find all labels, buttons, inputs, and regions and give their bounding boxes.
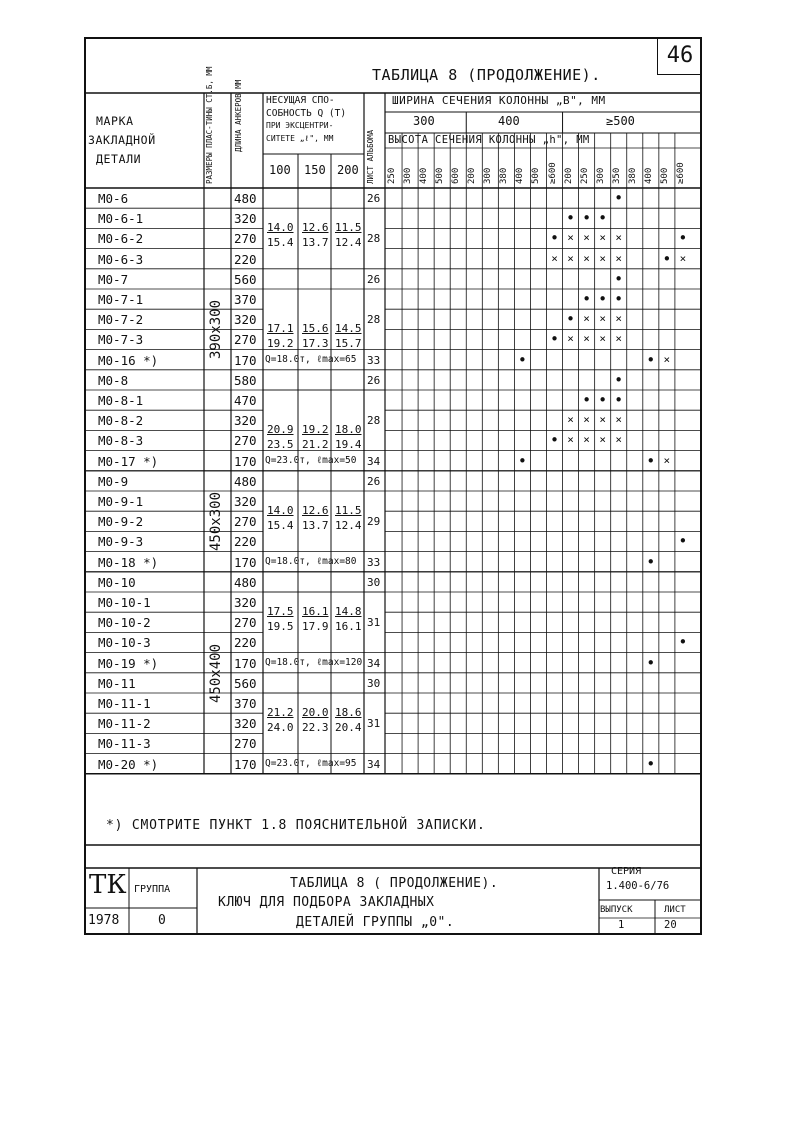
mark-dot: • (566, 310, 576, 329)
capacity-value: 15.6 (302, 322, 329, 336)
capacity-value-alt: 15.4 (267, 519, 294, 533)
stamp-group-label: ГРУППА (134, 884, 171, 895)
capacity-value: 21.2 (267, 706, 294, 720)
row-album-sheet: 28 (367, 414, 381, 428)
mark-cross: × (599, 332, 606, 346)
row-album-sheet: 26 (367, 192, 381, 205)
capacity-value-alt: 13.7 (302, 236, 329, 250)
mark-cross: × (599, 312, 606, 326)
mark-cross: × (599, 433, 606, 447)
capacity-value-alt: 13.7 (302, 519, 329, 533)
mark-header: ДЕТАЛИ (96, 152, 142, 166)
stamp-sheet-label: ЛИСТ (664, 905, 686, 915)
mark-cross: × (663, 352, 671, 366)
height-header: 500 (435, 167, 446, 184)
ecc-header: 200 (337, 163, 359, 177)
height-header: 400 (515, 167, 526, 184)
mark-dot: • (582, 290, 592, 308)
row-anchor: 270 (234, 231, 257, 247)
row-anchor: 370 (234, 696, 257, 711)
capacity-value: 19.2 (302, 423, 329, 437)
capacity-value: 12.6 (302, 504, 329, 518)
height-header: 300 (483, 167, 494, 184)
capacity-header: СОБНОСТЬ Q (Т) (266, 108, 347, 119)
row-anchor: 220 (234, 251, 257, 267)
mark-dot: • (582, 391, 592, 409)
row-anchor: 170 (234, 352, 257, 368)
row-anchor: 270 (234, 615, 257, 631)
height-header: 350 (611, 167, 622, 184)
row-mark: М0-10-2 (98, 615, 151, 631)
row-mark: М0-10-3 (98, 635, 151, 651)
row-mark: М0-6-3 (98, 251, 144, 267)
stamp-group-value: 0 (158, 913, 166, 928)
row-anchor: 320 (234, 211, 257, 227)
capacity-value: 17.1 (267, 322, 294, 336)
row-anchor: 270 (234, 433, 257, 449)
height-header: 300 (403, 167, 414, 184)
row-mark: М0-8-3 (98, 433, 144, 449)
footnote: *) СМОТРИТЕ ПУНКТ 1.8 ПОЯСНИТЕЛЬНОЙ ЗАПИСКИ. (106, 818, 486, 833)
capacity-value: 18.0 (335, 423, 362, 437)
height-header: 400 (419, 167, 430, 184)
album-sheet-header: ЛИСТ АЛЬБОМА (366, 129, 375, 184)
row-anchor: 320 (234, 312, 257, 328)
plate-size-1: 390x300 (208, 299, 224, 359)
stamp-title-line1: ТАБЛИЦА 8 ( ПРОДОЛЖЕНИЕ). (290, 876, 499, 891)
row-album-sheet: 34 (367, 656, 381, 670)
mark-dot: • (614, 391, 624, 409)
row-mark: М0-6-2 (98, 231, 144, 247)
mark-cross: × (615, 312, 622, 326)
capacity-value: 14.0 (267, 221, 294, 235)
height-header: 250 (579, 167, 590, 184)
row-anchor: 170 (234, 655, 257, 671)
mark-dot: • (646, 451, 656, 470)
row-mark: М0-6-1 (98, 211, 144, 227)
capacity-value-alt: 17.3 (302, 337, 329, 351)
mark-dot: • (549, 229, 560, 248)
row-album-sheet: 30 (367, 676, 381, 690)
capacity-value-alt: 23.5 (267, 438, 294, 452)
row-mark: М0-9 (98, 473, 129, 489)
mark-dot: • (646, 350, 656, 369)
capacity-value: 16.1 (302, 605, 329, 619)
capacity-value-alt: 15.4 (267, 236, 294, 250)
row-mark: М0-17 *) (98, 453, 159, 469)
row-mark: М0-11-1 (98, 696, 151, 711)
mark-cross: × (583, 312, 590, 326)
special-note: Q=23.0т, ℓmax=95 (265, 757, 357, 769)
row-album-sheet: 33 (367, 353, 381, 367)
mark-cross: × (567, 251, 574, 265)
row-anchor: 580 (234, 372, 257, 388)
stamp-series-value: 1.400-6/76 (606, 880, 670, 892)
mark-cross: × (567, 433, 574, 447)
width-title: ШИРИНА СЕЧЕНИЯ КОЛОННЫ „В", ММ (392, 94, 606, 107)
row-anchor: 480 (234, 191, 257, 206)
anchor-length-header: ДЛИНА АНКЕРОВ ММ (234, 79, 243, 152)
capacity-header: СИТЕТЕ „ℓ", ММ (266, 134, 334, 143)
mark-dot: • (614, 370, 624, 389)
stamp-org: ТК (89, 870, 127, 900)
stamp-title-line2: КЛЮЧ ДЛЯ ПОДБОРА ЗАКЛАДНЫХ (218, 895, 435, 910)
capacity-value-alt: 22.3 (302, 721, 329, 735)
height-header: 380 (627, 167, 638, 184)
row-album-sheet: 34 (367, 454, 381, 468)
ecc-header: 150 (304, 163, 326, 177)
mark-cross: × (551, 251, 558, 265)
row-mark: М0-9-2 (98, 514, 144, 530)
height-header: 500 (531, 167, 542, 184)
row-album-sheet: 31 (367, 616, 381, 630)
row-mark: М0-7-1 (98, 292, 144, 307)
row-anchor: 220 (234, 534, 257, 550)
row-mark: М0-10-1 (98, 595, 151, 610)
capacity-value-alt: 12.4 (335, 236, 362, 250)
row-anchor: 470 (234, 393, 257, 408)
capacity-value: 20.0 (302, 706, 329, 720)
capacity-value-alt: 20.4 (335, 721, 362, 735)
mark-cross: × (599, 413, 606, 427)
capacity-value-alt: 12.4 (335, 519, 362, 533)
row-mark: М0-7-3 (98, 332, 144, 348)
row-mark: М0-6 (98, 191, 129, 206)
height-header: 500 (659, 167, 670, 184)
row-album-sheet: 33 (367, 555, 381, 569)
mark-dot: • (598, 290, 608, 308)
capacity-header: ПРИ ЭКСЦЕНТРИ- (266, 121, 334, 130)
plate-size-header: РАЗМЕРЫ ПЛАС-ТИНЫ СТ.Б, ММ (205, 66, 214, 184)
special-note: Q=23.0т, ℓmax=50 (265, 454, 357, 466)
capacity-value-alt: 21.2 (302, 438, 329, 452)
row-anchor: 320 (234, 413, 257, 429)
mark-cross: × (615, 231, 622, 245)
mark-dot: • (598, 391, 608, 409)
mark-cross: × (615, 413, 622, 427)
mark-dot: • (566, 209, 576, 228)
mark-dot: • (582, 209, 592, 228)
stamp-title-line3: ДЕТАЛЕЙ ГРУППЫ „0". (296, 915, 455, 930)
mark-cross: × (583, 433, 590, 447)
height-header: 300 (595, 167, 606, 184)
capacity-value-alt: 17.9 (302, 620, 329, 634)
capacity-value: 20.9 (267, 423, 294, 437)
row-anchor: 480 (234, 473, 257, 489)
capacity-value: 14.5 (335, 322, 362, 336)
mark-cross: × (599, 251, 606, 265)
width-300: 300 (413, 114, 435, 128)
capacity-header: НЕСУЩАЯ СПО- (266, 95, 335, 106)
height-header: 380 (499, 167, 510, 184)
row-album-sheet: 28 (367, 232, 381, 246)
row-album-sheet: 30 (367, 575, 381, 589)
capacity-value-alt: 15.7 (335, 337, 362, 351)
mark-dot: • (549, 431, 560, 450)
capacity-value: 12.6 (302, 221, 329, 235)
row-mark: М0-8-2 (98, 413, 144, 429)
mark-dot: • (614, 269, 624, 288)
ecc-header: 100 (269, 163, 291, 177)
row-mark: М0-18 *) (98, 554, 159, 570)
mark-cross: × (583, 332, 590, 346)
mark-cross: × (583, 251, 590, 265)
row-album-sheet: 31 (367, 717, 381, 731)
mark-cross: × (615, 433, 622, 447)
page-number: 46 (657, 37, 702, 75)
mark-cross: × (583, 231, 590, 245)
capacity-value: 17.5 (267, 605, 294, 619)
capacity-value: 11.5 (335, 221, 362, 235)
row-mark: М0-20 *) (98, 756, 159, 772)
row-anchor: 370 (234, 292, 257, 307)
row-mark: М0-9-3 (98, 534, 144, 550)
row-anchor: 480 (234, 574, 257, 590)
mark-dot: • (614, 290, 624, 308)
width-400: 400 (498, 114, 520, 128)
row-mark: М0-8 (98, 372, 129, 388)
stamp-issue-value: 1 (618, 919, 625, 931)
mark-cross: × (567, 231, 574, 245)
mark-dot: • (678, 633, 688, 652)
row-anchor: 320 (234, 595, 257, 610)
row-album-sheet: 28 (367, 313, 381, 327)
row-anchor: 320 (234, 716, 257, 732)
capacity-value-alt: 19.2 (267, 337, 294, 351)
height-header: 200 (467, 167, 478, 184)
mark-header: ЗАКЛАДНОЙ (88, 133, 156, 147)
capacity-value: 11.5 (335, 504, 362, 518)
height-title: ВЫСОТА СЕЧЕНИЯ КОЛОННЫ „h", ММ (388, 134, 590, 146)
capacity-value: 14.0 (267, 504, 294, 518)
row-anchor: 270 (234, 332, 257, 348)
mark-dot: • (678, 532, 688, 551)
row-album-sheet: 26 (367, 272, 381, 286)
stamp-year: 1978 (88, 913, 120, 928)
height-header: 250 (387, 167, 397, 184)
row-mark: М0-11-2 (98, 716, 151, 732)
stamp-series-label: СЕРИЯ (611, 866, 642, 877)
special-note: Q=18.0т, ℓmax=120 (265, 656, 363, 668)
height-header: ≥600 (547, 162, 558, 184)
height-header: 200 (563, 167, 574, 184)
row-anchor: 170 (234, 554, 257, 570)
row-album-sheet: 29 (367, 515, 381, 529)
row-anchor: 320 (234, 494, 257, 509)
row-mark: М0-8-1 (98, 393, 144, 408)
height-header: ≥600 (675, 162, 686, 184)
row-mark: М0-7-2 (98, 312, 144, 328)
mark-cross: × (615, 332, 622, 346)
mark-cross: × (583, 413, 590, 427)
row-mark: М0-19 *) (98, 655, 159, 671)
mark-cross: × (599, 231, 606, 245)
mark-dot: • (614, 189, 624, 207)
capacity-value: 14.8 (335, 605, 362, 619)
row-anchor: 220 (234, 635, 257, 651)
height-header: 400 (643, 167, 654, 184)
mark-dot: • (646, 754, 656, 773)
row-album-sheet: 26 (367, 474, 381, 488)
row-anchor: 270 (234, 736, 257, 752)
stamp-issue-label: ВЫПУСК (600, 905, 633, 915)
row-mark: М0-10 (98, 574, 136, 590)
mark-cross: × (663, 453, 671, 467)
mark-header: МАРКА (96, 114, 134, 128)
mark-cross: × (567, 413, 574, 427)
mark-dot: • (517, 451, 527, 470)
plate-size-2: 450x300 (208, 491, 224, 551)
row-album-sheet: 26 (367, 373, 381, 387)
special-note: Q=18.0т, ℓmax=80 (265, 555, 357, 567)
row-mark: М0-9-1 (98, 494, 144, 509)
mark-dot: • (549, 330, 560, 349)
mark-dot: • (646, 552, 656, 571)
width-500: ≥500 (606, 114, 635, 128)
mark-dot: • (678, 229, 688, 248)
mark-dot: • (646, 653, 656, 672)
special-note: Q=18.0т, ℓmax=65 (265, 353, 357, 365)
row-album-sheet: 34 (367, 757, 381, 771)
mark-dot: • (662, 249, 672, 268)
row-anchor: 560 (234, 271, 257, 287)
plate-size-3: 450x400 (208, 643, 224, 703)
capacity-value-alt: 24.0 (267, 721, 294, 735)
row-mark: М0-16 *) (98, 352, 159, 368)
mark-cross: × (615, 251, 622, 265)
stamp-sheet-value: 20 (664, 919, 677, 931)
row-anchor: 170 (234, 453, 257, 469)
capacity-value-alt: 19.5 (267, 620, 294, 634)
capacity-value: 18.6 (335, 706, 362, 720)
mark-dot: • (598, 209, 608, 228)
row-mark: М0-7 (98, 271, 129, 287)
height-header: 600 (451, 167, 462, 184)
capacity-value-alt: 16.1 (335, 620, 362, 634)
mark-dot: • (517, 350, 527, 369)
table-title: ТАБЛИЦА 8 (ПРОДОЛЖЕНИЕ). (372, 66, 601, 84)
row-mark: М0-11 (98, 675, 136, 691)
mark-cross: × (679, 251, 687, 265)
capacity-value-alt: 19.4 (335, 438, 362, 452)
row-anchor: 270 (234, 514, 257, 530)
mark-cross: × (567, 332, 574, 346)
row-anchor: 560 (234, 675, 257, 691)
row-mark: М0-11-3 (98, 736, 151, 752)
row-anchor: 170 (234, 756, 257, 772)
